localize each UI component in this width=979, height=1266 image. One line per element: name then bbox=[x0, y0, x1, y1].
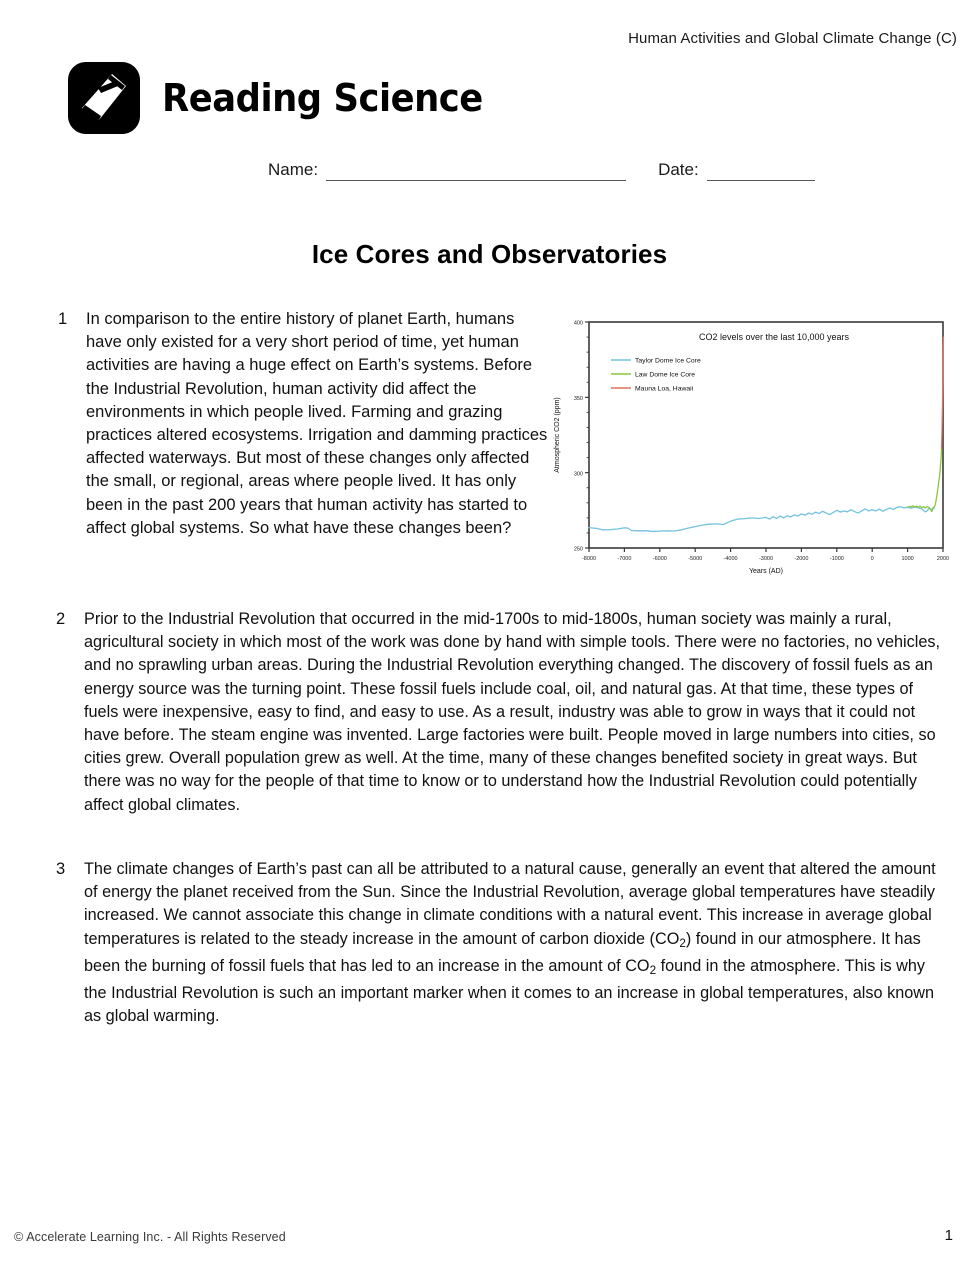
y-tick-label: 400 bbox=[573, 320, 583, 327]
series-line bbox=[908, 447, 942, 511]
subscript-2: 2 bbox=[649, 962, 657, 977]
y-tick-label: 350 bbox=[573, 395, 583, 402]
x-tick-label: -5000 bbox=[688, 556, 703, 562]
reading-science-logo bbox=[68, 62, 507, 134]
name-label: Name: bbox=[268, 160, 319, 179]
name-input[interactable] bbox=[326, 162, 626, 181]
paragraph-text: In comparison to the entire history of planet Earth, humans have only existed for a very short period of time, yet human activities are having a huge effect on Earth’s systems. Before the Industrial Revolution, human activity did affect the environments in which people lived. Farming and grazing practices altered ecosystems. Irrigation and damming practices affected waterways. But most of these changes only affected the small, or regional, areas where people lived. It has only been in the past 200 years that human activity has started to affect global systems. So what have these changes been? bbox=[86, 310, 548, 537]
paragraph-1 bbox=[58, 308, 548, 540]
paragraph-text bbox=[84, 858, 943, 1028]
document-header-title: Human Activities and Global Climate Change (C) bbox=[628, 30, 957, 47]
text-run: The climate changes of Earth’s past can all be attributed to a natural cause, generally an event that altered the amount of energy the planet received from the Sun. Since the Industrial Revolution, average global temperatures have steadily increased. We cannot associate this change in climate conditions with a natural event. This increase in average global temperatures is related to the steady increase in the amount of carbon dioxide (CO bbox=[84, 860, 936, 948]
y-axis-label: Atmospheric CO2 (ppm) bbox=[554, 397, 561, 473]
date-input[interactable] bbox=[707, 162, 815, 181]
x-tick-label: -6000 bbox=[652, 556, 667, 562]
book-icon bbox=[68, 62, 140, 134]
x-tick-label: -3000 bbox=[758, 556, 774, 562]
x-tick-label: 2000 bbox=[936, 556, 950, 562]
text-run: found in the atmosphere. This is why the Industrial Revolution is such an important marker when it comes to an increase in global temperatures, also known as global warming. bbox=[84, 956, 935, 1026]
legend-label: Mauna Loa, Hawaii bbox=[635, 385, 694, 393]
logo-wordmark: Reading Science bbox=[162, 76, 483, 120]
legend-label: Law Dome Ice Core bbox=[635, 371, 696, 379]
footer-copyright: © Accelerate Learning Inc. - All Rights Reserved bbox=[14, 1230, 286, 1244]
text-run: ) found in our atmosphere. It has been the burning of fossil fuels that has led to an increase in the amount of CO bbox=[84, 929, 921, 975]
series-line bbox=[589, 507, 934, 532]
y-tick-label: 250 bbox=[573, 546, 583, 553]
x-tick-label: -8000 bbox=[581, 556, 597, 562]
x-tick-label: -4000 bbox=[723, 556, 738, 562]
x-tick-label: 1000 bbox=[901, 556, 914, 562]
chart-title: CO2 levels over the last 10,000 years bbox=[698, 332, 850, 342]
subscript-2: 2 bbox=[679, 935, 686, 950]
x-tick-label: -2000 bbox=[794, 556, 809, 562]
page-number: 1 bbox=[944, 1227, 953, 1244]
paragraph-3 bbox=[56, 858, 956, 1028]
paragraph-2 bbox=[56, 608, 956, 817]
co2-line-chart bbox=[545, 308, 955, 586]
y-tick-label: 300 bbox=[573, 471, 583, 478]
date-label: Date: bbox=[658, 160, 699, 179]
name-date-row bbox=[268, 160, 815, 181]
x-axis-label: Years (AD) bbox=[749, 568, 783, 575]
x-tick-label: -1000 bbox=[829, 556, 844, 562]
legend-label: Taylor Dome Ice Core bbox=[635, 357, 701, 365]
paragraph-number: 3 bbox=[56, 860, 66, 878]
paragraph-text: Prior to the Industrial Revolution that occurred in the mid-1700s to mid-1800s, human society was mainly a rural, agricultural society in which most of the work was done by hand with simple tools. There were no factories, no vehicles, and no sprawling urban areas. During the Industrial Revolution everything changed. The discovery of fossil fuels as an energy source was the turning point. These fossil fuels include coal, oil, and natural gas. At that time, these types of fuels were inexpensive, easy to find, and easy to use. As a result, industry was able to grow in ways that it could not have before. The steam engine was invented. Large factories were built. People moved in large numbers into cities, so cities grew. Overall population grew as well. At the time, many of these changes benefited society in great ways. But there was no way for the people of that time to know or to understand how the Industrial Revolution could potentially affect global climates. bbox=[84, 610, 941, 814]
x-tick-label: -7000 bbox=[617, 556, 632, 562]
paragraph-number: 1 bbox=[58, 310, 68, 328]
page-title: Ice Cores and Observatories bbox=[311, 239, 668, 269]
x-tick-label: 0 bbox=[870, 556, 874, 562]
paragraph-number: 2 bbox=[56, 610, 66, 628]
